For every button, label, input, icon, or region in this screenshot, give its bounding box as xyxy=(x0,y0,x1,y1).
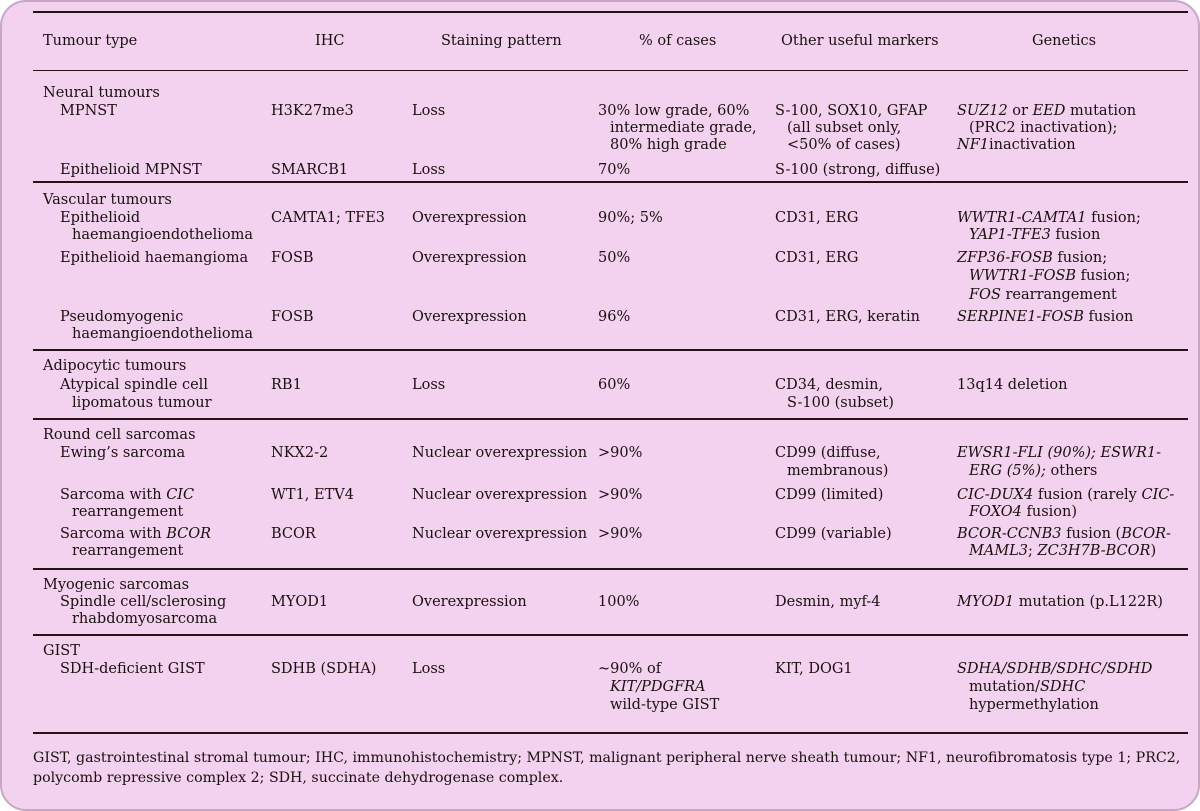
tumour-type-phe-line2: haemangioendothelioma xyxy=(72,326,254,342)
genetics-mpnst-line2: (PRC2 inactivation); xyxy=(969,120,1118,136)
genetics-phe: SERPINE1-FOSB fusion xyxy=(957,309,1134,325)
genetics-ehe-line2: YAP1-TFE3 fusion xyxy=(969,227,1101,243)
pct-rhabdo: 100% xyxy=(598,594,640,610)
header-staining-pattern: Staining pattern xyxy=(441,33,562,49)
pct-ehe: 90%; 5% xyxy=(598,210,663,226)
pattern-asclt: Loss xyxy=(412,377,446,393)
markers-epithelioid-mpnst: S-100 (strong, diffuse) xyxy=(775,162,941,178)
pct-sdh-gist-line1: ~90% of xyxy=(598,661,662,677)
ihc-rhabdo: MYOD1 xyxy=(271,594,329,610)
tumour-type-ewing: Ewing’s sarcoma xyxy=(60,445,186,461)
group-gist: GIST xyxy=(43,643,80,659)
table-top-rule xyxy=(33,11,1188,13)
markers-mpnst-line2: (all subset only, xyxy=(787,120,902,136)
group-round-cell: Round cell sarcomas xyxy=(43,427,196,443)
pct-epithelioid-mpnst: 70% xyxy=(598,162,631,178)
tumour-type-cic-line1: Sarcoma with CIC xyxy=(60,487,195,503)
genetics-sdh-gist-line1: SDHA/SDHB/SDHC/SDHD xyxy=(957,661,1153,677)
genetics-ehe-line1: WWTR1-CAMTA1 fusion; xyxy=(957,210,1141,226)
footnote-line2: polycomb repressive complex 2; SDH, succinate dehydrogenase complex. xyxy=(33,770,564,786)
pattern-cic: Nuclear overexpression xyxy=(412,487,588,503)
footnote-line1: GIST, gastrointestinal stromal tumour; IHC, immunohistochemistry; MPNST, malignant peripheral nerve sheath tumour; NF1, neurofibromatosis type 1; PRC2, xyxy=(33,750,1181,766)
ihc-asclt: RB1 xyxy=(271,377,302,393)
tumour-type-mpnst: MPNST xyxy=(60,103,117,119)
header-genetics: Genetics xyxy=(1032,33,1097,49)
pattern-mpnst: Loss xyxy=(412,103,446,119)
genetics-cic-line2: FOXO4 fusion) xyxy=(969,504,1077,520)
markers-cic: CD99 (limited) xyxy=(775,487,884,503)
group-adipocytic: Adipocytic tumours xyxy=(43,358,187,374)
pattern-phe: Overexpression xyxy=(412,309,527,325)
pct-sdh-gist-line2: KIT/PDGFRA xyxy=(610,679,706,695)
pattern-epithelioid-mpnst: Loss xyxy=(412,162,446,178)
tumour-type-rhabdo-line2: rhabdomyosarcoma xyxy=(72,611,218,627)
markers-asclt-line2: S-100 (subset) xyxy=(787,395,894,411)
section-divider xyxy=(33,418,1188,420)
markers-ewing-line1: CD99 (diffuse, xyxy=(775,445,881,461)
genetics-bcor-line1: BCOR-CCNB3 fusion (BCOR- xyxy=(957,526,1171,542)
markers-ehe: CD31, ERG xyxy=(775,210,859,226)
pattern-eh: Overexpression xyxy=(412,250,527,266)
header-rule xyxy=(33,70,1188,71)
pattern-ewing: Nuclear overexpression xyxy=(412,445,588,461)
tumour-type-ehe-line1: Epithelioid xyxy=(60,210,141,226)
genetics-eh-line3: FOS rearrangement xyxy=(969,287,1117,303)
header-ihc: IHC xyxy=(315,33,345,49)
section-divider xyxy=(33,349,1188,351)
genetics-mpnst-line3: NF1inactivation xyxy=(957,137,1076,153)
pct-cic: >90% xyxy=(598,487,643,503)
pct-eh: 50% xyxy=(598,250,631,266)
genetics-asclt: 13q14 deletion xyxy=(957,377,1068,393)
ihc-sdh-gist: SDHB (SDHA) xyxy=(271,661,377,677)
pct-mpnst-line3: 80% high grade xyxy=(610,137,727,153)
genetics-ewing-line2: ERG (5%); others xyxy=(969,463,1098,479)
markers-ewing-line2: membranous) xyxy=(787,463,889,479)
ihc-ewing: NKX2-2 xyxy=(271,445,329,461)
pattern-rhabdo: Overexpression xyxy=(412,594,527,610)
tumour-type-asclt-line2: lipomatous tumour xyxy=(72,395,212,411)
header-tumour-type: Tumour type xyxy=(43,33,138,49)
genetics-sdh-gist-line2: mutation/SDHC xyxy=(969,679,1086,695)
tumour-type-bcor-line2: rearrangement xyxy=(72,543,184,559)
header-other-markers: Other useful markers xyxy=(781,33,939,49)
tumour-type-ehe-line2: haemangioendothelioma xyxy=(72,227,254,243)
ihc-cic: WT1, ETV4 xyxy=(271,487,354,503)
pattern-sdh-gist: Loss xyxy=(412,661,446,677)
markers-asclt-line1: CD34, desmin, xyxy=(775,377,884,393)
tumour-type-phe-line1: Pseudomyogenic xyxy=(60,309,184,325)
pct-mpnst-line2: intermediate grade, xyxy=(610,120,757,136)
pattern-ehe: Overexpression xyxy=(412,210,527,226)
markers-phe: CD31, ERG, keratin xyxy=(775,309,920,325)
markers-mpnst-line1: S-100, SOX10, GFAP xyxy=(775,103,928,119)
genetics-ewing-line1: EWSR1-FLI (90%); ESWR1- xyxy=(957,445,1161,461)
pct-asclt: 60% xyxy=(598,377,631,393)
markers-mpnst-line3: <50% of cases) xyxy=(787,137,901,153)
tumour-type-epithelioid-mpnst: Epithelioid MPNST xyxy=(60,162,202,178)
group-neural: Neural tumours xyxy=(43,85,160,101)
ihc-mpnst: H3K27me3 xyxy=(271,103,354,119)
section-divider xyxy=(33,181,1188,183)
ihc-ehe: CAMTA1; TFE3 xyxy=(271,210,386,226)
table-bottom-rule xyxy=(33,732,1188,734)
markers-bcor: CD99 (variable) xyxy=(775,526,892,542)
pct-phe: 96% xyxy=(598,309,631,325)
pct-sdh-gist-line3: wild-type GIST xyxy=(610,697,720,713)
ihc-epithelioid-mpnst: SMARCB1 xyxy=(271,162,349,178)
ihc-phe: FOSB xyxy=(271,309,314,325)
tumour-type-cic-line2: rearrangement xyxy=(72,504,184,520)
markers-sdh-gist: KIT, DOG1 xyxy=(775,661,853,677)
genetics-mpnst-line1: SUZ12 or EED mutation xyxy=(957,103,1137,119)
genetics-cic-line1: CIC-DUX4 fusion (rarely CIC- xyxy=(957,487,1175,503)
header-percent-cases: % of cases xyxy=(639,33,717,49)
tumour-type-rhabdo-line1: Spindle cell/sclerosing xyxy=(60,594,227,610)
genetics-bcor-line2: MAML3; ZC3H7B-BCOR) xyxy=(969,543,1157,559)
genetics-eh-line2: WWTR1-FOSB fusion; xyxy=(969,268,1131,284)
genetics-eh-line1: ZFP36-FOSB fusion; xyxy=(957,250,1108,266)
section-divider xyxy=(33,568,1188,570)
markers-rhabdo: Desmin, myf-4 xyxy=(775,594,881,610)
pct-mpnst-line1: 30% low grade, 60% xyxy=(598,103,750,119)
genetics-rhabdo: MYOD1 mutation (p.L122R) xyxy=(957,594,1163,610)
pct-ewing: >90% xyxy=(598,445,643,461)
group-myogenic: Myogenic sarcomas xyxy=(43,577,190,593)
ihc-eh: FOSB xyxy=(271,250,314,266)
ihc-bcor: BCOR xyxy=(271,526,316,542)
tumour-type-bcor-line1: Sarcoma with BCOR xyxy=(60,526,212,542)
pattern-bcor: Nuclear overexpression xyxy=(412,526,588,542)
tumour-type-asclt-line1: Atypical spindle cell xyxy=(60,377,208,393)
section-divider xyxy=(33,634,1188,636)
pct-bcor: >90% xyxy=(598,526,643,542)
tumour-type-eh: Epithelioid haemangioma xyxy=(60,250,249,266)
group-vascular: Vascular tumours xyxy=(43,192,172,208)
tumour-type-sdh-gist: SDH-deficient GIST xyxy=(60,661,205,677)
genetics-sdh-gist-line3: hypermethylation xyxy=(969,697,1099,713)
markers-eh: CD31, ERG xyxy=(775,250,859,266)
